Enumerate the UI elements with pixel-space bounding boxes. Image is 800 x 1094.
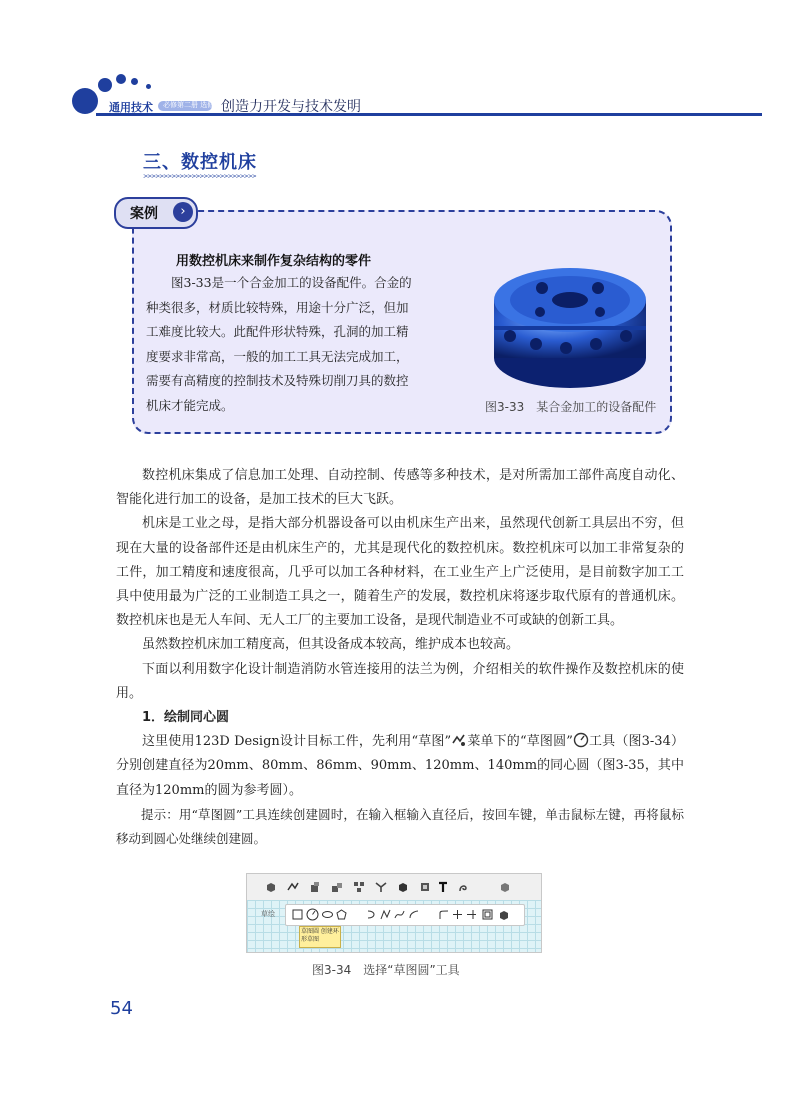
body-text-segment: 这里使用123D Design设计目标工件，先利用“草图” [142, 734, 452, 750]
case-tag [114, 197, 198, 229]
tip-paragraph: 提示：用“草图圆”工具连续创建圆时，在输入框输入直径后，按回车键，单击鼠标左键，再将鼠标移动到圆心处继续创建圆。 [116, 806, 684, 847]
text-icon[interactable] [437, 881, 449, 893]
header-dot-medium [98, 78, 112, 92]
sketch-polyline-icon[interactable] [380, 909, 391, 920]
body-paragraph: 数控机床集成了信息加工处理、自动控制、传感等多种技术，是对所需加工部件高度自动化、智能化进行加工的设备，是加工技术的巨大飞跃。 [116, 468, 684, 508]
group-icon[interactable] [375, 881, 387, 893]
sketch-ellipse-icon[interactable] [322, 909, 333, 920]
case-line: 工难度比较大。此配件形状特殊，孔洞的加工精 [146, 324, 409, 339]
case-body [146, 271, 476, 418]
sketch-project-icon[interactable] [498, 909, 509, 920]
case-line: 机床才能完成。 [146, 397, 234, 413]
pattern-icon[interactable] [353, 881, 365, 893]
material-icon[interactable] [499, 881, 511, 893]
sketch-trim-icon[interactable] [452, 909, 463, 920]
header-dot-mini [146, 84, 151, 89]
header-rule [96, 113, 762, 116]
case-heading: 用数控机床来制作复杂结构的零件 [176, 254, 372, 269]
body-text-segment: 工具（图3-34）分别创建直径为20mm、80mm、86mm、90mm、120mm、140mm的同心圆（图3-35，其中直径为120mm的圆为参考圆）。 [116, 734, 684, 798]
toolbar-screenshot-figure [246, 873, 542, 953]
body-paragraph-with-icons [116, 730, 684, 803]
tooltip: 草图圆 创建环形草图 [299, 926, 341, 948]
chevron-right-icon: › [173, 202, 193, 222]
case-line: 度要求非常高，一般的加工工具无法完成加工， [146, 348, 409, 364]
case-line: 需要有高精度的控制技术及特殊切削刀具的数控 [146, 373, 409, 388]
measure-icon[interactable] [419, 881, 431, 893]
body-paragraph: 下面以利用数字化设计制造消防水管连接用的法兰为例，介绍相关的软件操作及数控机床的使用。 [116, 661, 684, 701]
case-line: 图3-33是一个合金加工的设备配件。合金的 [146, 275, 412, 290]
toolbar-figure-caption: 图3-34 选择“草图圆”工具 [312, 963, 460, 977]
section-chevrons: >>>>>>>>>>>>>>>>>>>>>>>>>>>> [143, 173, 256, 180]
snap-icon[interactable] [457, 881, 469, 893]
sketch-fillet-icon[interactable] [438, 909, 449, 920]
sketch-sub-toolbar [285, 904, 525, 926]
sketch-icon[interactable] [287, 881, 299, 893]
case-figure-caption: 图3-33 某合金加工的设备配件 [485, 400, 657, 414]
sketch-extend-icon[interactable] [466, 909, 477, 920]
sub-heading: 1．绘制同心圆 [142, 710, 230, 726]
main-toolbar [247, 874, 541, 901]
header-chapter-title: 创造力开发与技术发明 [221, 99, 361, 115]
sub-toolbar-label: 草绘 [261, 910, 275, 918]
section-title: 三、数控机床 [143, 152, 257, 173]
header-dot-large [72, 88, 98, 114]
body-text-segment: 菜单下的“草图圆” [467, 734, 573, 750]
sketch-spline-icon[interactable] [394, 909, 405, 920]
sketch-two-point-arc-icon[interactable] [408, 909, 419, 920]
sketch-arc-icon[interactable] [366, 909, 377, 920]
page-number: 54 [110, 998, 133, 1019]
combine-icon[interactable] [397, 881, 409, 893]
construct-icon[interactable] [309, 881, 321, 893]
sketch-icon [451, 732, 467, 748]
header-pill-text: 必修第二册 选修 [163, 101, 215, 109]
modify-icon[interactable] [331, 881, 343, 893]
sketch-offset-icon[interactable] [482, 909, 493, 920]
body-paragraph: 虽然数控机床加工精度高，但其设备成本较高，维护成本也较高。 [142, 637, 520, 653]
machined-part-photo [480, 254, 660, 396]
body-text [116, 464, 684, 851]
box-icon[interactable] [265, 881, 277, 893]
body-paragraph: 机床是工业之母，是指大部分机器设备可以由机床生产出来，虽然现代创新工具层出不穷，但现在大量的设备部件还是由机床生产的，尤其是现代化的数控机床。数控机床可以加工非常复杂的工件，加工精度和速度很高，几乎可以加工各种材料，在工业生产上广泛使用，是目前数字加工工具中使用最为广泛的工业制造工具之一，随着生产的发展，数控机床将逐步取代原有的普通机床。数控机床也是无人车间、无人工厂的主要加工设备，是现代制造业不可或缺的创新工具。 [116, 516, 684, 629]
header-dot-tiny [131, 78, 138, 85]
header-book-title: 通用技术 [109, 101, 153, 114]
sketch-rectangle-icon[interactable] [292, 909, 303, 920]
sketch-polygon-icon[interactable] [336, 909, 347, 920]
case-tag-label: 案例 [130, 206, 158, 222]
sketch-circle-icon[interactable] [306, 908, 319, 921]
header-pill [158, 101, 215, 111]
sketch-circle-icon [573, 732, 589, 748]
case-line: 种类很多，材质比较特殊，用途十分广泛，但加 [146, 299, 409, 315]
header-dot-small [116, 74, 126, 84]
